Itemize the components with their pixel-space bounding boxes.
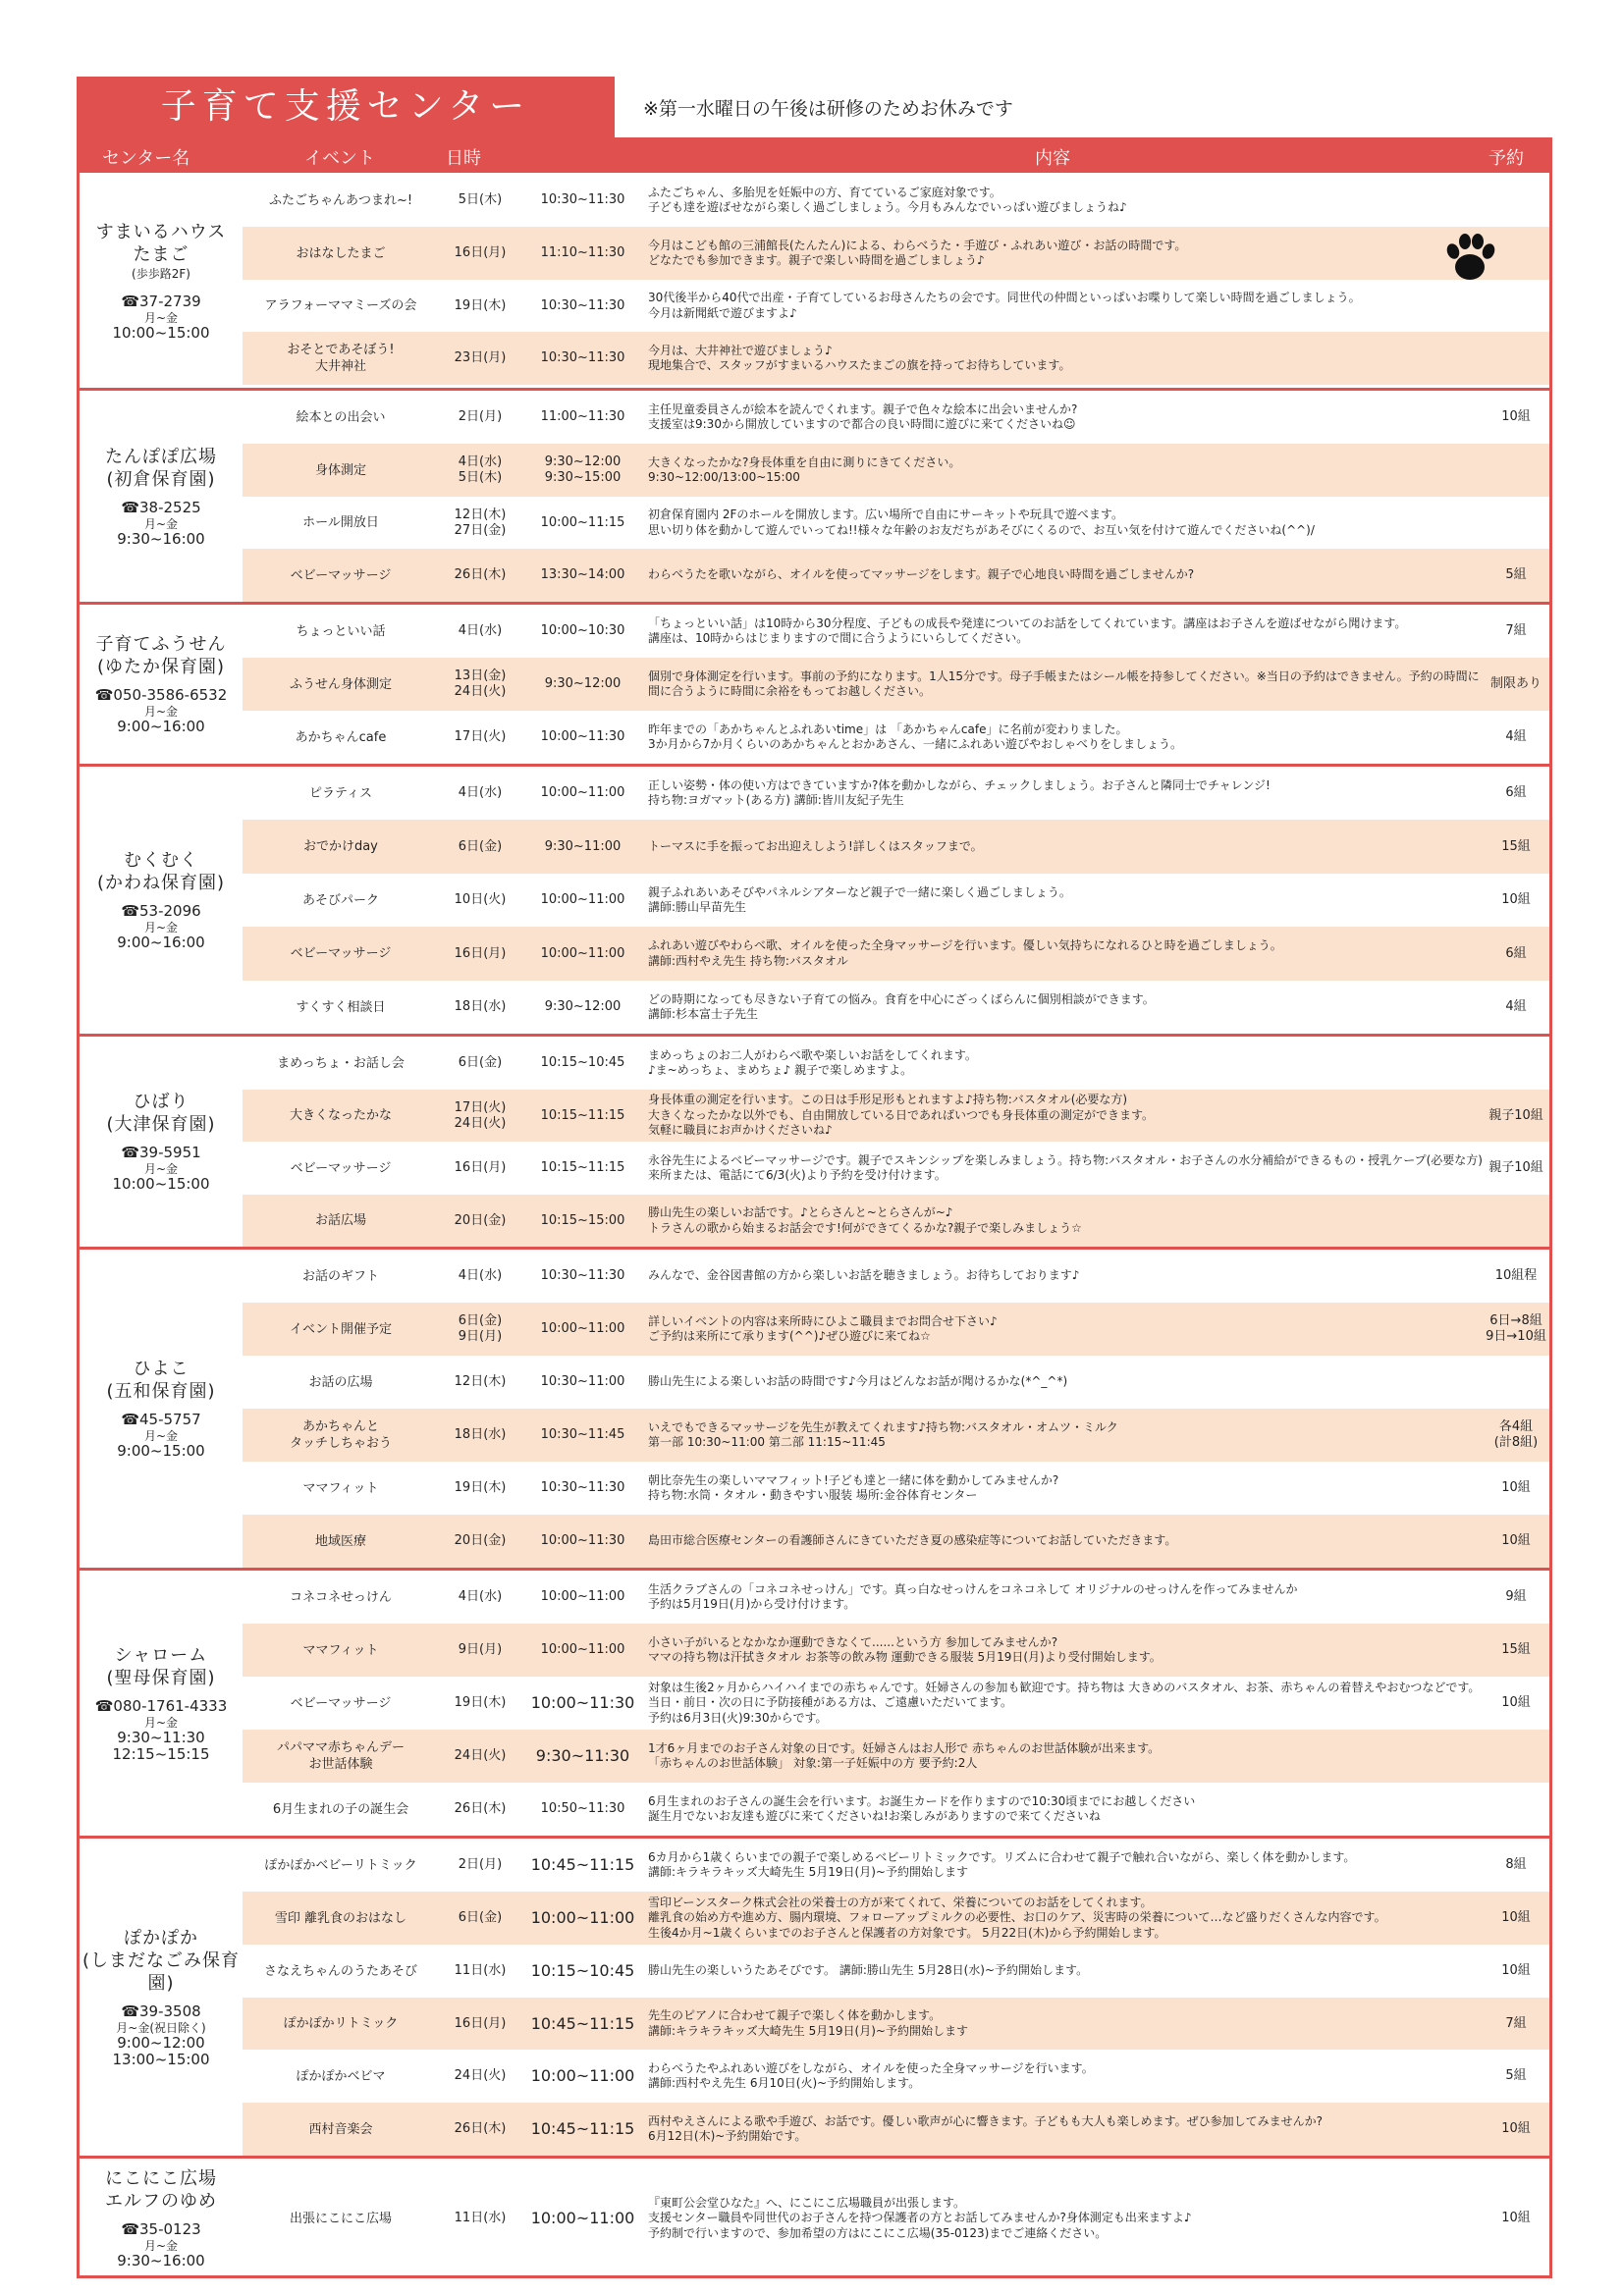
event-row — [243, 1195, 1549, 1247]
event-reserve: 7組 — [1505, 2015, 1527, 2031]
event-row — [243, 1839, 1549, 1892]
event-time: 10:15~15:00 — [540, 1212, 625, 1228]
event-row — [243, 1037, 1549, 1090]
event-time: 10:00~11:15 — [540, 514, 625, 530]
event-row — [243, 1303, 1549, 1356]
event-name: 身体測定 — [314, 462, 366, 478]
event-name: おそとであそぼう! 大井神社 — [287, 343, 395, 374]
event-row — [243, 711, 1549, 764]
center-hours: 9:00~16:00 — [117, 718, 205, 735]
event-row — [243, 1677, 1549, 1730]
center-days: 月~金 — [143, 921, 179, 934]
center-info — [80, 1571, 243, 1836]
event-content: まめっちょのお二人がわらべ歌や楽しいお話をしてくれます。 ♪ま~めっちょ、まめちょ♪ 親子で楽しめますよ。 — [648, 1047, 977, 1077]
event-row — [243, 1624, 1549, 1677]
center-tel: ☎050-3586-6532 — [94, 686, 228, 704]
center-info — [80, 1037, 243, 1247]
event-row — [243, 174, 1549, 227]
event-name: ぽかぽかベビーリトミック — [264, 1857, 417, 1873]
event-time: 10:00~11:30 — [540, 1533, 625, 1548]
center-tel: ☎39-3508 — [121, 2002, 201, 2020]
event-date: 24日(火) — [454, 2068, 507, 2083]
center-hours: 9:30~11:30 12:15~15:15 — [112, 1728, 210, 1763]
event-row — [243, 605, 1549, 658]
event-row — [243, 1409, 1549, 1462]
event-name: すくすく相談日 — [296, 999, 386, 1015]
event-reserve: 7組 — [1505, 623, 1527, 638]
center-info — [80, 605, 243, 764]
event-row — [243, 767, 1549, 820]
event-name: ふたごちゃんあつまれ~! — [268, 192, 413, 208]
event-content: 雪印ビーンスターク株式会社の栄養士の方が来てくれて、栄養についてのお話をしてくれます。 離乳食の始め方や進め方、腸内環境、フォローアップミルクの必要性、お口のケア、災害時の栄養について…など盛りだくさんな内容です。 生後4か月~1歳くらいまでのお子さんと保護者の方対象です。 5月22日(木)から予約開始します。 — [648, 1895, 1386, 1940]
header-reserve: 予約 — [1488, 148, 1524, 169]
event-reserve: 10組 — [1501, 1480, 1531, 1495]
event-reserve: 10組 — [1501, 2121, 1531, 2136]
event-content: 勝山先生による楽しいお話の時間です♪今月はどんなお話が聞けるかな(*^_^*) — [648, 1374, 1068, 1389]
event-date: 16日(月) — [454, 1160, 507, 1175]
center-section — [80, 1034, 1549, 1247]
event-content: わらべうたやふれあい遊びをしながら、オイルを使った全身マッサージを行います。 講師:西村やえ先生 6月10日(火)~予約開始します。 — [648, 2060, 1094, 2090]
event-name: ピラティス — [309, 785, 372, 801]
event-row — [243, 2050, 1549, 2103]
event-row — [243, 1998, 1549, 2050]
paw-print-icon — [1440, 228, 1499, 287]
event-name: さなえちゃんのうたあそび — [263, 1963, 417, 1979]
event-time: 10:00~11:30 — [530, 1693, 635, 1712]
event-name: 地域医療 — [314, 1533, 366, 1549]
event-date: 19日(木) — [454, 1480, 507, 1495]
event-content: トーマスに手を振ってお出迎えしよう!詳しくはスタッフまで。 — [648, 838, 983, 853]
event-reserve: 9組 — [1505, 1589, 1527, 1604]
event-name: コネコネせっけん — [290, 1589, 392, 1605]
event-time: 9:30~12:00 — [544, 999, 622, 1014]
center-hours: 9:00~15:00 — [117, 1442, 205, 1460]
event-date: 6日(金) — [458, 838, 503, 854]
event-date: 26日(木) — [454, 2121, 507, 2136]
center-name: すまいるハウス たまご — [95, 221, 227, 265]
event-row — [243, 927, 1549, 981]
event-date: 11日(水) — [454, 2211, 507, 2225]
event-date: 6日(金) — [458, 1055, 503, 1070]
event-time: 10:15~10:45 — [540, 1055, 625, 1070]
center-days: 月~金 — [143, 1715, 179, 1730]
center-info — [80, 391, 243, 602]
event-reserve: 6組 — [1505, 785, 1527, 800]
event-reserve: 15組 — [1501, 1642, 1531, 1657]
event-time: 9:30~11:00 — [544, 838, 622, 854]
center-name: シャローム (聖母保育園) — [106, 1644, 216, 1688]
event-name: ホール開放日 — [302, 515, 379, 530]
event-content: 初倉保育園内 2Fのホールを開放します。広い場所で自由にサーキットや玩具で遊べます。 思い切り体を動かして遊んでいってね!!様々な年齢のお友だちがあそびにくるので、お互い気を付けて遊んでくださいね(^^)/ — [648, 507, 1315, 537]
center-section — [80, 388, 1549, 602]
notice-text: ※第一水曜日の午後は研修のためお休みです — [643, 98, 1013, 120]
event-name: ふうせん身体測定 — [289, 676, 392, 692]
event-date: 6日(金) — [458, 1910, 503, 1925]
event-reserve: 各4組 (計8組) — [1493, 1419, 1539, 1450]
event-content: 生活クラブさんの「コネコネせっけん」です。真っ白なせっけんをコネコネして オリジナルのせっけんを作ってみませんか 予約は5月19日(月)から受け付けます。 — [648, 1581, 1298, 1611]
event-time: 10:30~11:45 — [540, 1427, 625, 1442]
event-row — [243, 1892, 1549, 1945]
center-section — [80, 174, 1549, 388]
event-content: 「ちょっといい話」は10時から30分程度、子どもの成長や発達についてのお話をしてくれています。講座はお子さんを遊ばせながら聞けます。 講座は、10時からはじまりますので間に合うようにいらしてください。 — [648, 615, 1407, 645]
event-content: 正しい姿勢・体の使い方はできていますか?体を動かしながら、チェックしましょう。お子さんと隣同士でチャレンジ! 持ち物:ヨガマット(ある方) 講師:皆川友紀子先生 — [648, 777, 1271, 807]
center-days: 月~金 — [143, 2239, 179, 2253]
event-reserve: 親子10組 — [1488, 1160, 1543, 1175]
event-time: 10:50~11:30 — [540, 1801, 625, 1816]
event-date: 4日(水) — [458, 1268, 503, 1283]
event-name: ベビーマッサージ — [290, 1160, 392, 1176]
event-time: 10:00~11:00 — [540, 892, 625, 907]
event-row — [243, 1090, 1549, 1142]
center-days: 月~金 — [143, 1429, 179, 1443]
event-date: 16日(月) — [454, 245, 507, 260]
event-name: ちょっといい話 — [296, 623, 386, 639]
event-content: 『東町公会堂ひなた』へ、にこにこ広場職員が出張します。 支援センター職員や同世代のお子さんを持つ保護者の方とお話してみませんか?身体測定も出来ますよ♪ 予約制で行いますので、参加希望の方はにこにこ広場(35-0123)までご連絡ください。 — [648, 2195, 1192, 2240]
event-date: 4日(水) 5日(木) — [458, 454, 503, 485]
event-content: 親子ふれあいあそびやパネルシアターなど親子で一緒に楽しく過ごしましょう。 講師:勝山早苗先生 — [648, 884, 1071, 914]
center-tel: ☎37-2739 — [121, 292, 201, 310]
event-date: 16日(月) — [454, 2015, 507, 2031]
event-name: 6月生まれの子の誕生会 — [272, 1801, 409, 1817]
event-date: 23日(月) — [454, 350, 507, 365]
event-row — [243, 2103, 1549, 2156]
event-name: お話の広場 — [308, 1374, 373, 1390]
event-reserve: 10組 — [1501, 1910, 1531, 1925]
event-content: 30代後半から40代で出産・子育てしているお母さんたちの会です。同世代の仲間といっぱいお喋りして楽しい時間を過ごしましょう。 今月は新聞紙で遊びますよ♪ — [648, 291, 1361, 320]
event-date: 5日(木) — [458, 192, 503, 207]
center-sub: (歩歩路2F) — [132, 266, 190, 281]
center-tel: ☎45-5757 — [121, 1411, 201, 1428]
event-name: 出張にこにこ広場 — [289, 2211, 392, 2226]
event-content: 6カ月から1歳くらいまでの親子で楽しめるベビーリトミックです。リズムに合わせて親子で触れ合いながら、楽しく体を動かします。 講師:キラキラキッズ大崎先生 5月19日(月)~予約開始します — [648, 1849, 1356, 1879]
header-date: 日時 — [446, 148, 481, 169]
event-name: おでかけday — [303, 839, 378, 854]
event-name: 絵本との出会い — [296, 409, 386, 425]
header-center: センター名 — [102, 148, 190, 169]
event-time: 10:00~11:00 — [530, 1908, 635, 1927]
center-days: 月~金 — [143, 705, 179, 719]
event-content: 身長体重の測定を行います。この日は手形足形もとれますよ♪持ち物:バスタオル(必要な方) 大きくなったかな以外でも、自由開放している日であればいつでも身長体重の測定ができます。 気軽に職員にお声かけくださいね♪ — [648, 1093, 1155, 1138]
event-row — [243, 2159, 1549, 2278]
event-content: 永谷先生によるベビーマッサージです。親子でスキンシップを楽しみましょう。持ち物:バスタオル・お子さんの水分補給ができるもの・授乳ケープ(必要な方) 来所または、電話にて6/3(火)より予約を受け付けます。 — [648, 1152, 1483, 1182]
event-date: 2日(月) — [458, 409, 503, 424]
event-time: 10:45~11:15 — [530, 2013, 635, 2033]
center-info — [80, 1250, 243, 1568]
center-days: 月~金 — [143, 310, 179, 325]
event-time: 11:10~11:30 — [540, 245, 625, 260]
event-reserve: 10組 — [1501, 2211, 1531, 2225]
event-date: 20日(金) — [454, 1533, 507, 1548]
event-date: 20日(金) — [454, 1212, 507, 1228]
event-row — [243, 497, 1549, 549]
event-time: 11:00~11:30 — [540, 409, 625, 424]
event-content: 西村やえさんによる歌や手遊び、お話です。優しい歌声が心に響きます。子どもも大人も楽しめます。ぜひ参加してみませんか? 6月12日(木)~予約開始です。 — [648, 2113, 1324, 2143]
center-section — [80, 1836, 1549, 2156]
event-row — [243, 1730, 1549, 1783]
event-date: 9日(月) — [458, 1642, 503, 1657]
event-name: ベビーマッサージ — [290, 567, 392, 583]
event-time: 9:30~12:00 — [544, 676, 622, 691]
center-section — [80, 2156, 1549, 2278]
center-hours: 10:00~15:00 — [112, 1175, 210, 1193]
event-row — [243, 981, 1549, 1034]
center-tel: ☎080-1761-4333 — [94, 1696, 228, 1715]
event-time: 10:00~11:00 — [540, 1642, 625, 1657]
event-time: 10:15~10:45 — [530, 1961, 635, 1980]
event-name: お話のギフト — [301, 1268, 379, 1284]
center-days: 月~金(祝日除く) — [116, 2020, 206, 2035]
event-name: ママフィット — [302, 1642, 379, 1658]
event-content: 島田市総合医療センターの看護師さんにきていただき夏の感染症等についてお話していただきます。 — [648, 1533, 1177, 1548]
event-row — [243, 1571, 1549, 1624]
center-info — [80, 174, 243, 388]
event-date: 19日(木) — [454, 297, 507, 313]
event-name: お話広場 — [314, 1213, 366, 1228]
center-days: 月~金 — [143, 516, 179, 531]
event-date: 4日(水) — [458, 785, 503, 800]
event-reserve: 10組 — [1501, 892, 1531, 907]
header-event: イベント — [304, 148, 375, 169]
event-date: 26日(木) — [454, 567, 507, 582]
event-date: 18日(水) — [454, 999, 507, 1014]
center-section — [80, 602, 1549, 764]
center-tel: ☎35-0123 — [121, 2220, 201, 2238]
page-title: 子育て支援センター — [77, 77, 615, 137]
event-content: いえでもできるマッサージを先生が教えてくれます♪持ち物:バスタオル・オムツ・ミルク 第一部 10:30~11:00 第二部 11:15~11:45 — [648, 1419, 1118, 1449]
center-info — [80, 2159, 243, 2278]
event-reserve: 10組 — [1501, 1695, 1531, 1710]
event-time: 10:30~11:30 — [540, 192, 625, 207]
event-name: あかちゃんcafe — [295, 729, 387, 745]
event-row — [243, 444, 1549, 497]
event-reserve: 5組 — [1505, 567, 1527, 582]
center-days: 月~金 — [143, 1162, 179, 1176]
event-row — [243, 1462, 1549, 1515]
event-date: 4日(水) — [458, 623, 503, 638]
event-content: 朝比奈先生の楽しいママフィット!子ども達と一緒に体を動かしてみませんか? 持ち物:水筒・タオル・動きやすい服装 場所:金谷体育センター — [648, 1472, 1059, 1502]
event-name: 大きくなったかな — [289, 1108, 392, 1123]
table-header — [77, 137, 1552, 173]
event-time: 10:00~11:00 — [540, 785, 625, 800]
event-name: あそびパーク — [301, 892, 379, 908]
event-name: まめっちょ・お話し会 — [277, 1055, 405, 1071]
event-name: アラフォーママミーズの会 — [264, 298, 417, 313]
center-tel: ☎38-2525 — [121, 498, 201, 516]
event-name: イベント開催予定 — [289, 1321, 392, 1337]
event-date: 24日(火) — [454, 1748, 507, 1763]
center-hours: 9:00~16:00 — [117, 934, 205, 951]
center-name: にこにこ広場 エルフのゆめ — [105, 2168, 217, 2212]
event-date: 17日(火) 24日(火) — [454, 1099, 507, 1131]
center-info — [80, 1839, 243, 2156]
event-reserve: 10組程 — [1494, 1268, 1538, 1283]
center-info — [80, 767, 243, 1034]
event-name: ぽかぽかベビマ — [296, 2068, 386, 2084]
center-hours: 9:30~16:00 — [117, 2252, 205, 2269]
event-date: 11日(水) — [454, 1963, 507, 1978]
event-date: 18日(水) — [454, 1427, 507, 1442]
event-reserve: 6日→8組 9日→10組 — [1486, 1313, 1546, 1344]
event-date: 16日(月) — [454, 945, 507, 961]
event-date: 26日(木) — [454, 1801, 507, 1816]
event-time: 10:30~11:30 — [540, 350, 625, 365]
event-row — [243, 549, 1549, 602]
event-row — [243, 1250, 1549, 1303]
event-content: 詳しいイベントの内容は来所時にひよこ職員までお問合せ下さい♪ ご予約は来所にて承ります(^^)♪ぜひ遊びに来てね☆ — [648, 1313, 998, 1343]
center-hours: 9:30~16:00 — [117, 529, 205, 548]
event-reserve: 4組 — [1505, 729, 1527, 744]
event-time: 10:30~11:30 — [540, 1268, 625, 1283]
event-content: どの時期になっても尽きない子育ての悩み。食育を中心にざっくばらんに個別相談ができます。 講師:杉本富士子先生 — [648, 991, 1155, 1021]
event-row — [243, 227, 1549, 280]
event-name: ぽかぽかリトミック — [283, 2016, 399, 2031]
event-row — [243, 820, 1549, 874]
event-content: 1才6ヶ月までのお子さん対象の日です。妊婦さんはお人形で 赤ちゃんのお世話体験が出来ます。 「赤ちゃんのお世話体験」 対象:第一子妊娠中の方 要予約:2人 — [648, 1740, 1161, 1770]
event-reserve: 10組 — [1501, 1533, 1531, 1548]
event-date: 17日(火) — [454, 729, 507, 744]
event-reserve: 4組 — [1505, 999, 1527, 1014]
event-time: 10:30~11:00 — [540, 1374, 625, 1389]
center-hours: 9:00~12:00 13:00~15:00 — [112, 2033, 210, 2068]
event-name: ママフィット — [302, 1480, 379, 1496]
event-reserve: 6組 — [1505, 945, 1527, 961]
event-date: 4日(水) — [458, 1589, 503, 1604]
event-time: 10:30~11:30 — [540, 297, 625, 313]
event-name: あかちゃんと タッチしちゃおう — [289, 1419, 392, 1451]
event-reserve: 10組 — [1501, 409, 1531, 424]
event-content: 6月生まれのお子さんの誕生会を行います。お誕生カードを作りますので10:30頃までにお越しください 誕生月でないお友達も遊びに来てくださいね!お楽しみがありますので来てくださいね — [648, 1793, 1196, 1823]
center-section — [80, 764, 1549, 1034]
event-content: 対象は生後2ヶ月からハイハイまでの赤ちゃんです。妊婦さんの参加も歓迎です。持ち物は 大きめのバスタオル、お茶、赤ちゃんの着替えやおむつなどです。当日・前日・次の日に予防接種がある方は、ご遠慮いただいてます。 予約は6月3日(火)9:30からです。 — [648, 1680, 1481, 1725]
center-tel: ☎53-2096 — [121, 902, 201, 920]
event-time: 10:00~11:00 — [540, 1589, 625, 1604]
event-reserve: 15組 — [1501, 838, 1531, 854]
event-time: 10:00~10:30 — [540, 623, 625, 638]
event-row — [243, 658, 1549, 711]
event-reserve: 5組 — [1505, 2068, 1527, 2083]
event-time: 9:30~11:30 — [535, 1746, 630, 1765]
event-row — [243, 332, 1549, 385]
event-content: 小さい子がいるとなかなか運動できなくて......という方 参加してみませんか? ママの持ち物は汗拭きタオル お茶等の飲み物 運動できる服装 5月19日(月)より受付開始します。 — [648, 1634, 1162, 1664]
event-time: 10:00~11:00 — [530, 2066, 635, 2085]
event-name: 西村音楽会 — [308, 2121, 373, 2137]
event-date: 10日(火) — [454, 892, 507, 907]
event-reserve: 8組 — [1505, 1857, 1527, 1872]
event-date: 2日(月) — [458, 1857, 503, 1872]
center-name: ぽかぽか (しまだなごみ保育園) — [81, 1927, 241, 1994]
center-name: むくむく (かわね保育園) — [96, 850, 226, 893]
event-content: 個別で身体測定を行います。事前の予約になります。1人15分です。母子手帳またはシール帳を持参してください。※当日の予約はできません。予約の時間に間に合うように時間に余裕をもってお越しください。 — [648, 668, 1480, 698]
center-hours: 10:00~15:00 — [112, 323, 210, 342]
event-content: ふれあい遊びやわらべ歌、オイルを使った全身マッサージを行います。優しい気持ちになれるひと時を過ごしましょう。 講師:西村やえ先生 持ち物:バスタオル — [648, 938, 1282, 968]
event-row — [243, 1945, 1549, 1998]
event-reserve: 親子10組 — [1488, 1107, 1543, 1123]
event-reserve: 制限あり — [1489, 676, 1542, 691]
event-time: 10:45~11:15 — [530, 2119, 635, 2138]
event-row — [243, 391, 1549, 444]
event-content: みんなで、金谷図書館の方から楽しいお話を聴きましょう。お待ちしております♪ — [648, 1268, 1080, 1283]
event-content: ふたごちゃん、多胎児を妊娠中の方、育てているご家庭対象です。 子ども達を遊ばせながら楽しく過ごしましょう。今月もみんなでいっぱい遊びましょうね♪ — [648, 185, 1127, 214]
center-section — [80, 1568, 1549, 1836]
event-row — [243, 280, 1549, 332]
event-time: 10:15~11:15 — [540, 1160, 625, 1175]
event-name: 雪印 離乳食のおはなし — [274, 1910, 407, 1926]
event-content: 今月は、大井神社で遊びましょう♪ 現地集合で、スタッフがすまいるハウスたまごの旗を持ってお待ちしています。 — [648, 343, 1071, 372]
center-section — [80, 1247, 1549, 1568]
event-date: 12日(木) — [454, 1374, 507, 1389]
event-row — [243, 1515, 1549, 1568]
event-row — [243, 1783, 1549, 1836]
event-content: わらべうたを歌いながら、オイルを使ってマッサージをします。親子で心地良い時間を過ごしませんか? — [648, 567, 1195, 582]
event-time: 10:45~11:15 — [530, 1855, 635, 1874]
event-time: 13:30~14:00 — [540, 567, 625, 582]
event-row — [243, 874, 1549, 927]
center-tel: ☎39-5951 — [121, 1144, 201, 1161]
event-time: 10:00~11:30 — [540, 729, 625, 744]
event-time: 9:30~12:00 9:30~15:00 — [544, 454, 622, 485]
event-content: 勝山先生の楽しいうたあそびです。 講師:勝山先生 5月28日(水)~予約開始します。 — [648, 1963, 1089, 1978]
center-name: ひばり (大津保育園) — [106, 1092, 216, 1135]
event-time: 10:00~11:00 — [530, 2209, 635, 2227]
event-name: パパママ赤ちゃんデー お世話体験 — [276, 1740, 405, 1772]
event-time: 10:15~11:15 — [540, 1107, 625, 1123]
event-date: 19日(木) — [454, 1695, 507, 1710]
event-reserve: 10組 — [1501, 1963, 1531, 1978]
event-content: 昨年までの「あかちゃんとふれあいtime」は 「あかちゃんcafe」に名前が変わりました。 3か月から7か月くらいのあかちゃんとおかあさん、一緒にふれあい遊びやおしゃべりをしましょう。 — [648, 721, 1182, 751]
event-time: 10:00~11:00 — [540, 1321, 625, 1336]
event-content: 大きくなったかな?身長体重を自由に測りにきてください。 9:30~12:00/13:00~15:00 — [648, 454, 961, 484]
event-row — [243, 1356, 1549, 1409]
header-content: 内容 — [1035, 148, 1070, 169]
event-time: 10:30~11:30 — [540, 1480, 625, 1495]
center-name: ひよこ (五和保育園) — [106, 1359, 216, 1402]
event-date: 6日(金) 9日(月) — [458, 1313, 503, 1344]
center-name: たんぽぽ広場 (初倉保育園) — [105, 446, 217, 490]
event-row — [243, 1142, 1549, 1195]
event-content: 今月はこども館の三浦館長(たんたん)による、わらべうた・手遊び・ふれあい遊び・お話の時間です。 どなたでも参加できます。親子で楽しい時間を過ごしましょう♪ — [648, 238, 1187, 267]
event-content: 勝山先生の楽しいお話です。♪とらさんと~とらさんが~♪ トラさんの歌から始まるお話会です!何ができてくるかな?親子で楽しみましょう☆ — [648, 1205, 1082, 1235]
event-time: 10:00~11:00 — [540, 945, 625, 961]
event-content: 主任児童委員さんが絵本を読んでくれます。親子で色々な絵本に出会いませんか? 支援室は9:30から開放していますので都合の良い時間に遊びに来てくださいね☺ — [648, 401, 1078, 431]
event-name: ベビーマッサージ — [290, 1695, 392, 1711]
event-date: 13日(金) 24日(火) — [454, 668, 507, 699]
event-name: おはなしたまご — [296, 245, 386, 261]
event-name: ベビーマッサージ — [290, 946, 392, 961]
event-date: 12日(木) 27日(金) — [454, 507, 507, 538]
event-content: 先生のピアノに合わせて親子で楽しく体を動かします。 講師:キラキラキッズ大崎先生 5月19日(月)~予約開始します — [648, 2008, 968, 2038]
center-name: 子育てふうせん (ゆたか保育園) — [95, 634, 227, 677]
